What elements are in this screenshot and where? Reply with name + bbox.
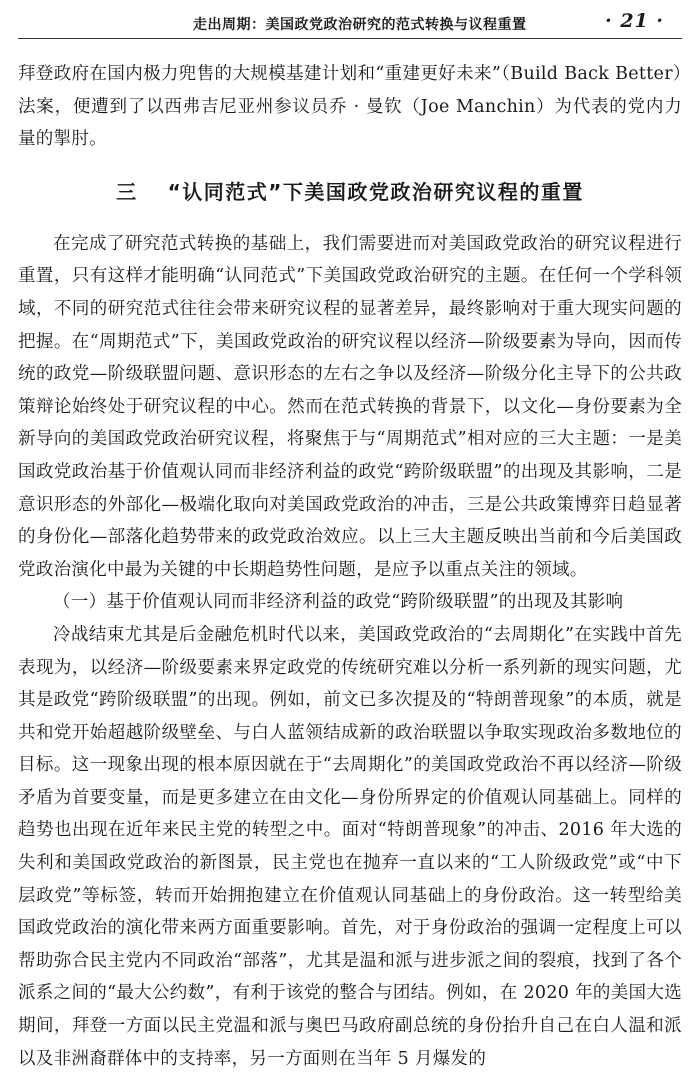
section-number: 三 [116,179,138,204]
page-number: · 21 · [605,10,664,32]
continued-paragraph: 拜登政府在国内极力兜售的大规模基建计划和“重建更好未来”（Build Back Better）法案，便遭到了以西弗吉尼亚州参议员乔 · 曼钦（Joe Manchin）为代表的党内力量的掣肘。 [18,64,682,150]
body-paragraph-cross-class: 冷战结束尤其是后金融危机时代以来，美国政党政治的“去周期化”在实践中首先表现为，以经济—阶级要素来界定政党的传统研究难以分析一系列新的现实问题，尤其是政党“跨阶级联盟”的出现。例如，前文已多次提及的“特朗普现象”的本质，就是共和党开始超越阶级壁垒、与白人蓝领结成新的政治联盟以争取实现政治多数地位的目标。这一现象出现的根本原因就在于“去周期化”的美国政党政治不再以经济—阶级矛盾为首要变量，而是更多建立在由文化—身份所界定的价值观认同基础上。同样的趋势也出现在近年来民主党的转型之中。面对“特朗普现象”的冲击、2016 年大选的失利和美国政党政治的新图景，民主党也在抛弃一直以来的“工人阶级政党”或“中下层政党”等标签，转而开始拥抱建立在价值观认同基础上的身份政治。这一转型给美国政党政治的演化带来两方面重要影响。首先，对于身份政治的强调一定程度上可以帮助弥合民主党内不同政治“部落”，尤其是温和派与进步派之间的裂痕，找到了各个派系之间的“最大公约数”，有利于该党的整合与团结。例如，在 2020 年的美国大选期间，拜登一方面以民主党温和派与奥巴马政府副总统的身份抬升自己在白人温和派以及非洲裔群体中的支持率，另一方面则在当年 5 月爆发的 [18,624,682,1069]
subsection-heading: （一）基于价值观认同而非经济利益的政党“跨阶级联盟”的出现及其影响 [53,592,624,613]
running-head: 走出周期：美国政党政治研究的范式转换与议程重置 [193,17,527,33]
page-header [18,8,682,39]
page-body [18,58,682,1075]
section-heading [18,156,682,228]
body-paragraph-intro: 在完成了研究范式转换的基础上，我们需要进而对美国政党政治的研究议程进行重置，只有这样才能明确“认同范式”下美国政党政治研究的主题。在任何一个学科领域，不同的研究范式往往会带来研究议程的显著差异，最终影响对于重大现实问题的把握。在“周期范式”下，美国政党政治的研究议程以经济—阶级要素为导向，因而传统的政党—阶级联盟问题、意识形态的左右之争以及经济—阶级分化主导下的公共政策辩论始终处于研究议程的中心。然而在范式转换的背景下，以文化—身份要素为全新导向的美国政党政治研究议程，将聚焦于与“周期范式”相对应的三大主题：一是美国政党政治基于价值观认同而非经济利益的政党“跨阶级联盟”的出现及其影响，二是意识形态的外部化—极端化取向对美国政党政治的冲击，三是公共政策博弈日趋显著的身份化—部落化趋势带来的政党政治效应。以上三大主题反映出当前和今后美国政党政治演化中最为关键的中长期趋势性问题，是应予以重点关注的领域。 [18,233,682,580]
section-title: “认同范式”下美国政党政治研究议程的重置 [167,179,584,204]
